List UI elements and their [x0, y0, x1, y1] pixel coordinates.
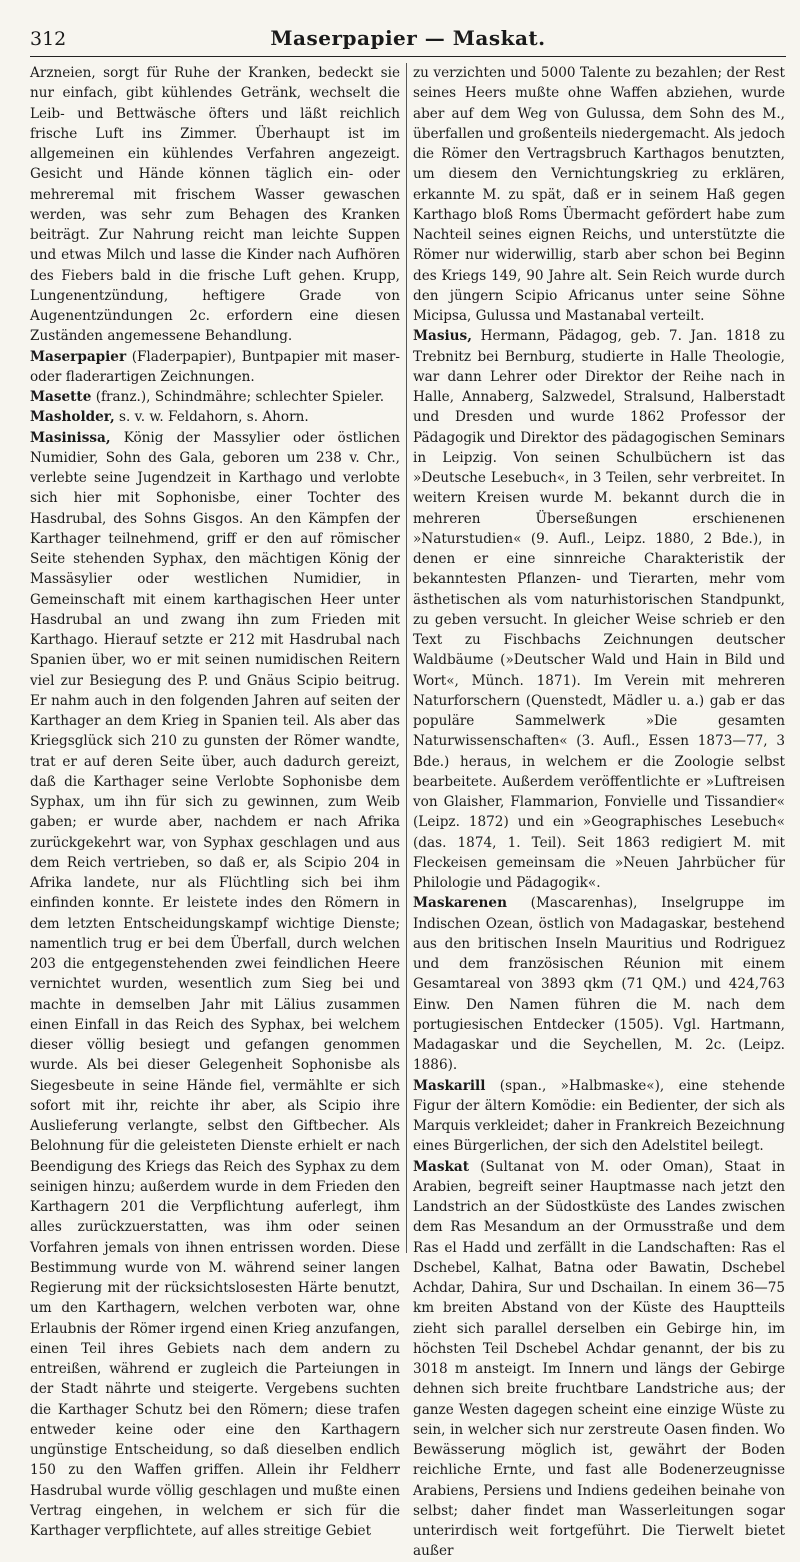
entry-text: (Fladerpapier), Buntpapier mit maser- oder fladerartigen Zeichnungen. [30, 348, 400, 385]
entry-paragraph [30, 407, 400, 427]
entry-paragraph [413, 1076, 785, 1157]
entry-text: Arzneien, sorgt für Ruhe der Kranken, bedeckt sie nur einfach, gibt kühlendes Getränk, wechselt die Leib- und Bettwäsche öfters und läßt reichlich frische Luft ins Zimmer. Überhaupt ist im allgemeinen ein kühlendes Verfahren angezeigt. Gesicht und Hände können täglich ein- oder mehreremal mit frischem Wasser gewaschen werden, was sehr zum Behagen des Kranken beiträgt. Zur Nahrung reicht man leichte Suppen und etwas Milch und lasse die Kinder nach Aufhören des Fiebers bald in die frische Luft gehen. Krupp, Lungenentzündung, heftigere Grade von Augenentzündungen 2c. erfordern eine diesen Zuständen angemessene Behandlung. [30, 65, 400, 345]
entry-text: zu verzichten und 5000 Talente zu bezahlen; der Rest seines Heers mußte ohne Waffen abziehen, wurde aber auf dem Weg von Gulussa, dem Sohn des M., überfallen und großenteils niedergemacht. Als jedoch die Römer den Vertragsbruch Karthagos benutzten, um diesem den Vernichtungskrieg zu erklären, erkannte M. zu spät, daß er in seinem Haß gegen Karthago bloß Roms Übermacht gefördert habe zum Nachteil seines eignen Reichs, und unterstützte die Römer nur widerwillig, starb aber schon bei Beginn des Kriegs 149, 90 Jahre alt. Sein Reich wurde durch den jüngern Scipio Africanus unter seine Söhne Micipsa, Gulussa und Mastanabal verteilt. [413, 65, 785, 324]
entry-paragraph [413, 893, 785, 1075]
running-title: Maserpapier — Maskat. [270, 26, 546, 50]
column-divider [406, 63, 407, 1253]
entry-headword: Maserpapier [30, 348, 127, 365]
text-columns [30, 63, 786, 1560]
left-column [30, 63, 400, 1539]
entry-headword: Masinissa, [30, 429, 111, 446]
entry-paragraph [30, 428, 400, 1542]
entry-paragraph [30, 347, 400, 388]
page-header [30, 22, 786, 57]
entry-text: s. v. w. Feldahorn, s. Ahorn. [119, 409, 309, 426]
entry-paragraph [30, 387, 400, 407]
entry-headword: Masette [30, 389, 92, 405]
entry-headword: Masholder, [30, 409, 115, 426]
entry-text: Hermann, Pädagog, geb. 7. Jan. 1818 zu Trebnitz bei Bernburg, studierte in Halle Theologie, war dann Lehrer oder Direktor der Reihe nach in Halle, Annaberg, Salzwedel, Stralsund, Halberstadt und Dresden und wurde 1862 Professor der Pädagogik und Direktor des pädagogischen Seminars in Leipzig. Von seinen Schulbüchern ist das »Deutsche Lesebuch«, in 3 Teilen, sehr verbreitet. In weitern Kreisen wurde M. bekannt durch die in mehreren Überseßungen erschienenen »Naturstudien« (9. Aufl., Leipz. 1880, 2 Bde.), in denen er eine sinnreiche Charakteristik der bekanntesten Pflanzen- und Tierarten, mehr vom ästhetischen als vom naturhistorischen Standpunkt, zu geben versucht. In gleicher Weise schrieb er den Text zu Fischbachs Zeichnungen deutscher Waldbäume (»Deutscher Wald und Hain in Bild und Wort«, Münch. 1871). Im Verein mit mehreren Naturforschern (Quenstedt, Mädler u. a.) gab er das populäre Sammelwerk »Die gesamten Naturwissenschaften« (3. Aufl., Essen 1873—77, 3 Bde.) heraus, in welchem er die Zoologie selbst bearbeitete. Außerdem veröffentlichte er »Luftreisen von Glaisher, Flammarion, Fonvielle und Tissandier« (Leipz. 1872) und ein »Geographisches Lesebuch« (das. 1874, 1. Teil). Seit 1863 redigiert M. mit Fleckeisen gemeinsam die »Neuen Jahrbücher für Philologie und Pädagogik«. [413, 328, 785, 891]
entry-headword: Maskarill [413, 1077, 486, 1094]
entry-text: (franz.), Schindmähre; schlechter Spieler. [95, 389, 385, 405]
entry-paragraph [413, 63, 785, 326]
entry-headword: Masius, [413, 328, 472, 345]
entry-text: (Mascarenhas), Inselgruppe im Indischen Ozean, östlich von Madagaskar, bestehend aus den britischen Inseln Mauritius und Rodriguez und dem französischen Réunion mit einem Gesamtareal von 3893 qkm (71 QM.) und 424,763 Einw. Den Namen führen die M. nach dem portugiesischen Entdecker (1505). Vgl. Hartmann, Madagaskar und die Seychellen, M. 2c. (Leipz. 1886). [413, 895, 785, 1074]
entry-paragraph [413, 326, 785, 893]
entry-paragraph [30, 63, 400, 347]
page-number: 312 [30, 28, 67, 50]
entry-text: König der Massylier oder östlichen Numidier, Sohn des Gala, geboren um 238 v. Chr., verlebte seine Jugendzeit in Karthago und verlobte sich hier mit Sophonisbe, einer Tochter des Hasdrubal, des Sohns Gisgos. An den Kämpfen der Karthager teilnehmend, griff er den auf römischer Seite stehenden Syphax, den mächtigen König der Massäsylier oder westlichen Numidier, in Gemeinschaft mit einem karthagischen Heer unter Hasdrubal an und zwang ihn zum Frieden mit Karthago. Hierauf setzte er 212 mit Hasdrubal nach Spanien über, wo er mit seinen numidischen Reitern viel zur Besiegung des P. und Gnäus Scipio beitrug. Er nahm auch in den folgenden Jahren auf seiten der Karthager an dem Krieg in Spanien teil. Als aber das Kriegsglück sich 210 zu gunsten der Römer wandte, trat er auf deren Seite über, auch dadurch gereizt, daß die Karthager seine Verlobte Sophonisbe dem Syphax, um ihn für sich zu gewinnen, zum Weib gaben; er wurde aber, nachdem er nach Afrika zurückgekehrt war, von Syphax geschlagen und aus dem Reich vertrieben, so daß er, als Scipio 204 in Afrika landete, nur als Flüchtling sich bei ihm einfinden konnte. Er leistete indes den Römern in dem letzten Entscheidungskampf wichtige Dienste; namentlich trug er bei dem Überfall, durch welchen 203 die entgegenstehenden zwei feindlichen Heere vernichtet wurden, wesentlich zum Sieg bei und machte in demselben Jahr mit Lälius zusammen einen Einfall in das Reich des Syphax, bei welchem dieser völlig besiegt und gefangen genommen wurde. Als bei dieser Gelegenheit Sophonisbe als Siegesbeute in seine Hände fiel, vermählte er sich sofort mit ihr, reichte ihr aber, als Scipio ihre Auslieferung verlangte, selbst den Giftbecher. Als Belohnung für die geleisteten Dienste erhielt er nach Beendigung des Kriegs das Reich des Syphax zu dem seinigen hinzu; außerdem wurde in dem Frieden den Karthagern 201 die Verpflichtung auferlegt, ihm alles zurückzuerstatten, was ihm oder seinen Vorfahren jemals von ihnen entrissen worden. Diese Bestimmung wurde von M. während seiner langen Regierung mit der rücksichtslosesten Härte benutzt, um den Karthagern, welchen verboten war, ohne Erlaubnis der Römer irgend einen Krieg anzufangen, einen Teil ihres Gebiets nach dem andern zu entreißen, während er zugleich die Parteiungen in der Stadt nährte und steigerte. Vergebens suchten die Karthager Schutz bei den Römern; diese trafen entweder keine oder eine den Karthagern ungünstige Entscheidung, so daß dieselben endlich 150 zu den Waffen griffen. Allein ihr Feldherr Hasdrubal wurde völlig geschlagen und mußte einen Vertrag eingehen, in welchem er sich für die Karthager verpflichtete, auf alles streitige Gebiet [30, 429, 400, 1539]
entry-paragraph [413, 1157, 785, 1562]
entry-headword: Maskarenen [413, 895, 507, 912]
entry-headword: Maskat [413, 1158, 470, 1175]
right-column [413, 63, 786, 1560]
entry-text: (span., »Halbmaske«), eine stehende Figur der ältern Komödie: ein Bedienter, der sich als Marquis verkleidet; daher in Frankreich Bezeichnung eines Bürgerlichen, der sich den Adelstitel beilegt. [413, 1077, 785, 1155]
entry-text: (Sultanat von M. oder Oman), Staat in Arabien, begreift seiner Hauptmasse nach jetzt den Landstrich an der Südostküste des Landes zwischen dem Ras Mesandum an der Ormusstraße und dem Ras el Hadd und zerfällt in die Landschaften: Ras el Dschebel, Kalhat, Batna oder Bawatin, Dschebel Achdar, Dahira, Sur und Dschailan. In einem 36—75 km breiten Abstand von der Küste des Hauptteils zieht sich parallel derselben ein Gebirge hin, im höchsten Teil Dschebel Achdar genannt, der bis zu 3018 m ansteigt. Im Innern und längs der Gebirge dehnen sich breite fruchtbare Landstriche aus; der ganze Westen dagegen scheint eine einzige Wüste zu sein, in welcher sich nur zerstreute Oasen finden. Wo Bewässerung möglich ist, gewährt der Boden reichliche Ernte, und fast alle Bodenerzeugnisse Arabiens, Persiens und Indiens gedeihen beinahe von selbst; daher findet man Wasserleitungen sogar unterirdisch weit fortgeführt. Die Tierwelt bietet außer [413, 1158, 786, 1560]
